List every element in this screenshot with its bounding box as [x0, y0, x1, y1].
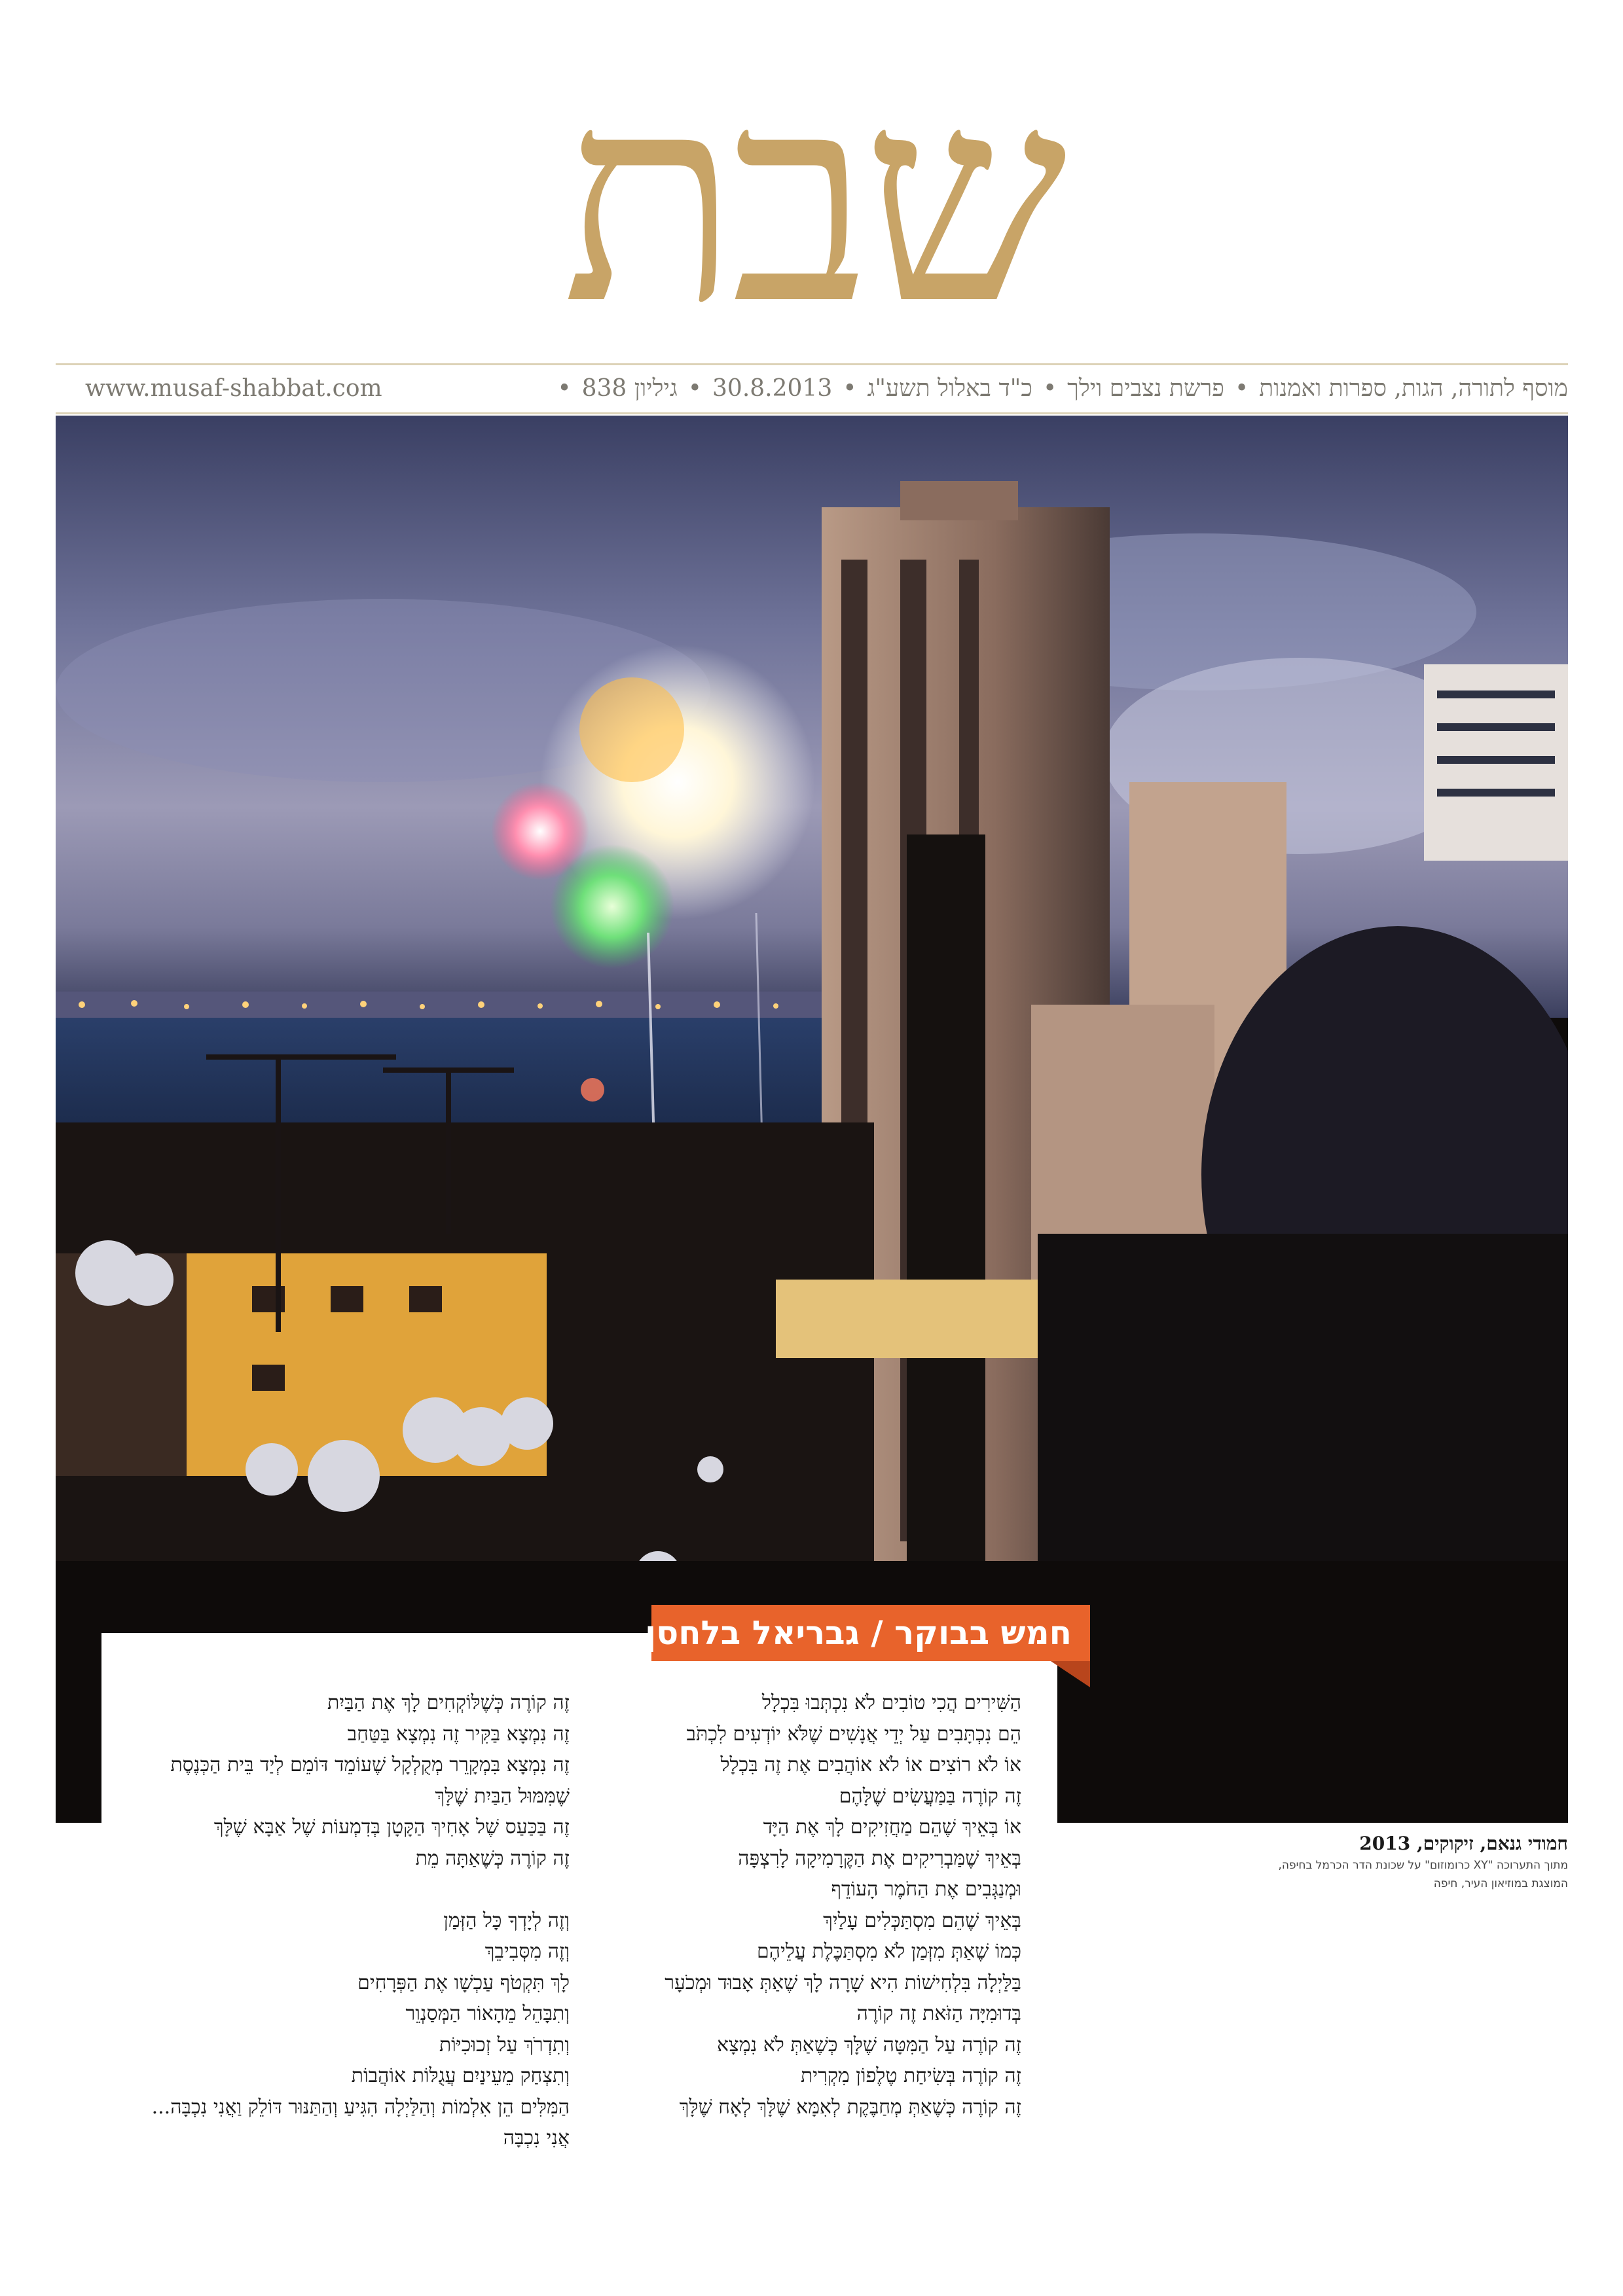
website-link[interactable]: www.musaf-shabbat.com: [85, 375, 382, 402]
poem-line: זֶה קוֹרֶה בְּשִׂיחַת טֶלֶפוֹן מִקְרִית: [800, 2064, 1021, 2087]
poem-line: זֶה נִמְצָא בִּמְקָרֵר מְקֻלְקָל שֶׁעוֹמֵד דּוֹמֵם לְיַד בֵּית הַכְּנֶסֶת: [170, 1753, 570, 1776]
poem-column-left: [118, 1687, 570, 2154]
poem-line: וְזֶה לְיָדְךָ כָּל הַזְּמַן: [443, 1909, 570, 1932]
poem-line: אוֹ בְּאֵיךְ שֶׁהֵם מַחֲזִיקִים לָךְ אֶת הַיָּד: [763, 1816, 1021, 1839]
poem-line: וְתִדְרֹךְ עַל זְכוּכִיּוֹת: [439, 2033, 570, 2056]
photo-credit-line: מתוך התערוכה "XY כרומוזום" על שכונת הדר הכרמל בחיפה,: [1278, 1859, 1568, 1872]
poem-line: זֶה בַּכַּעַס שֶׁל אָחִיךְ הַקָּטָן בְּדִמְעוֹת שֶׁל אַבָּא שֶׁלָּךְ: [213, 1816, 570, 1839]
dateline-supplement: מוסף לתורה, הגות, ספרות ואמנות: [1259, 375, 1568, 402]
dateline-separator: •: [687, 375, 702, 402]
dateline-hebrew-date: כ"ד באלול תשע"ג: [867, 375, 1032, 402]
article-title-banner: [645, 1605, 1090, 1661]
poem-line: זֶה נִמְצָא בַּקִּיר זֶה נִמְצָא בַּטַּחַב: [347, 1722, 570, 1746]
photo-credit: [1192, 1831, 1568, 1893]
poem-line: בַּלַּיְלָה בִּלְחִישׁוֹת הִיא שָׁרָה לָךְ שֶׁאַתְּ אָבוּד וּמְכֹעָר: [665, 1971, 1021, 1994]
poem-line: הַמִּלִּים הֵן אִלְמוֹת וְהַלַּיְלָה הִגִּיעַ וְהַתַּנּוּר דּוֹלֵק וַאֲנִי נִכְבָּה...: [151, 2095, 570, 2119]
poem-column-right: [645, 1687, 1021, 2123]
poem-line: בְּאֵיךְ שֶׁהֵם מִסְתַּכְּלִים עָלַיִךְ: [823, 1909, 1021, 1932]
poem-line: שֶׁמִּמּוּל הַבַּיִת שֶׁלָּךְ: [435, 1784, 570, 1808]
poem-line: זֶה קוֹרֶה כְּשֶׁאַתְּ מְחַבֶּקֶת לְאִמָּא שֶׁלָּךְ לְאָח שֶׁלָּךְ: [679, 2095, 1021, 2119]
dateline-separator: •: [1042, 375, 1057, 402]
dateline-issue-number: גיליון 838: [581, 375, 678, 402]
poem-line: הַשִּׁירִים הֲכִי טוֹבִים לֹא נִכְתְּבוּ בִּכְלָל: [761, 1691, 1021, 1714]
article-title: חמש בבוקר / גבריאל בלחסן: [645, 1614, 1072, 1652]
stanza-break: [118, 1874, 570, 1905]
dateline-gregorian-date: 30.8.2013: [712, 375, 833, 402]
title-banner-tail: [1051, 1661, 1090, 1687]
dateline-separator: •: [843, 375, 857, 402]
dateline-bar: [56, 363, 1568, 414]
poem-line: וְתִבָּהֵל מֵהָאוֹר הַמְּסַנְוֵר: [405, 2002, 570, 2025]
poem-line: אֲנִי נִכְבָּה: [503, 2126, 570, 2149]
dateline-separator: •: [1235, 375, 1249, 402]
poem-line: וְתִצְחַק מֵעֵינַיִם עֲגֻלּוֹת אוֹהֲבוֹת: [351, 2064, 570, 2087]
poem-line: כְּמוֹ שֶׁאַתְּ מִזְּמַן לֹא מִסְתַּכֶּלֶת עֲלֵיהֶם: [757, 1940, 1021, 1963]
poem-line: אוֹ לֹא רוֹצִים אוֹ לֹא אוֹהֲבִים אֶת זֶה בִּכְלָל: [720, 1753, 1021, 1776]
poem-line: בְּאֵיךְ שֶׁמַּבְרִיקִים אֶת הַקֶּרָמִיקָה לָרִצְפָּה: [738, 1846, 1021, 1870]
poem-line: הֵם נִכְתָּבִים עַל יְדֵי אֲנָשִׁים שֶׁלֹּא יוֹדְעִים לִכְתֹּב: [686, 1722, 1021, 1746]
poem-line: בְּדוּמִיָּה הַזֹּאת זֶה קוֹרֶה: [856, 2002, 1021, 2025]
poem-line: זֶה קוֹרֶה בַּמַּעֲשִׂים שֶׁלָּהֶם: [839, 1784, 1021, 1808]
poem-line: זֶה קוֹרֶה כְּשֶׁלּוֹקְחִים לָךְ אֶת הַבַּיִת: [327, 1691, 570, 1714]
poem-line: זֶה קוֹרֶה כְּשֶׁאַתָּה מֵת: [415, 1846, 570, 1870]
poem-line: וּמְנַגְּבִים אֶת הַחֹמֶר הָעוֹדֵף: [831, 1878, 1021, 1901]
photo-credit-title: חמודי גנאם, זיקוקים, 2013: [1359, 1833, 1568, 1854]
masthead: [0, 32, 1623, 367]
dateline-parasha: פרשת נצבים וילך: [1067, 375, 1225, 402]
poem-line: זֶה קוֹרֶה עַל הַמִּטָּה שֶׁלָּךְ כְּשֶׁאַתְּ לֹא נִמְצָא: [716, 2033, 1021, 2056]
photo-credit-line: המוצגת במוזיאון העיר, חיפה: [1433, 1877, 1568, 1890]
poem-line: וְזֶה מִסְּבִיבֵךְ: [484, 1940, 570, 1963]
dateline-separator: •: [557, 375, 572, 402]
masthead-title: שבת: [562, 32, 1061, 367]
poem-line: לָךְ תִּקְטֹף עַכְשָׁו אֶת הַפְּרָחִים: [357, 1971, 570, 1994]
